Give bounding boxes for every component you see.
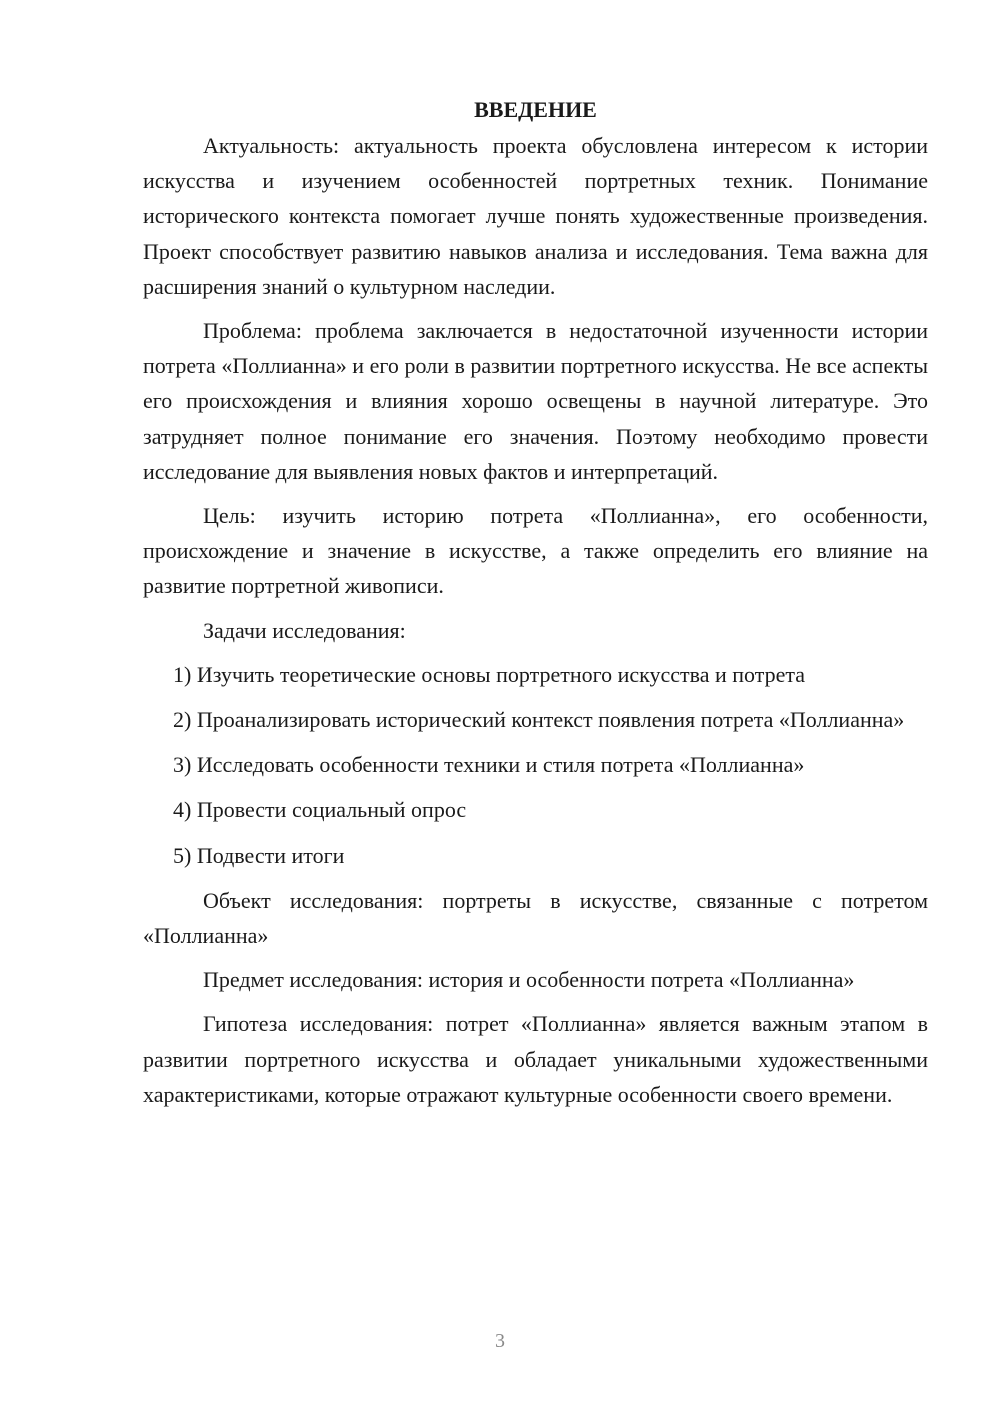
document-page	[143, 92, 928, 1121]
section-heading: ВВЕДЕНИЕ	[474, 97, 597, 122]
paragraph-relevance: Актуальность: актуальность проекта обусловлена интересом к истории искусства и изучением особенностей портретных техник. Понимание исторического контекста помогает лучше понять художественные произведения. Проект способствует развитию навыков анализа и исследования. Тема важна для расширения знаний о культурном наследии.	[143, 133, 928, 299]
task-item-4: 4) Провести социальный опрос	[173, 797, 467, 823]
paragraph-problem: Проблема: проблема заключается в недостаточной изученности истории потрета «Поллианна» и его роли в развитии портретного искусства. Не все аспекты его происхождения и влияния хорошо освещены в научной литературе. Это затрудняет полное понимание его значения. Поэтому необходимо провести исследование для выявления новых фактов и интерпретаций.	[143, 318, 928, 484]
paragraph-goal: Цель: изучить историю потрета «Поллианна», его особенности, происхождение и значение в искусстве, а также определить его влияние на развитие портретной живописи.	[143, 503, 928, 599]
task-item-5: 5) Подвести итоги	[173, 842, 345, 868]
task-item-1: 1) Изучить теоретические основы портретного искусства и потрета	[173, 661, 806, 687]
paragraph-hypothesis: Гипотеза исследования: потрет «Поллианна» является важным этапом в развитии портретного искусства и обладает уникальными художественными характеристиками, которые отражают культурные особенности своего времени.	[143, 1011, 928, 1107]
page-number: 3	[495, 1330, 505, 1352]
task-item-3: 3) Исследовать особенности техники и стиля потрета «Поллианна»	[173, 752, 805, 778]
paragraph-subject: Предмет исследования: история и особенности потрета «Поллианна»	[203, 967, 855, 993]
paragraph-object: Объект исследования: портреты в искусстве, связанные с потретом «Поллианна»	[143, 887, 928, 949]
task-item-2: 2) Проанализировать исторический контекст появления потрета «Поллианна»	[173, 707, 905, 733]
tasks-heading: Задачи исследования:	[203, 617, 406, 643]
